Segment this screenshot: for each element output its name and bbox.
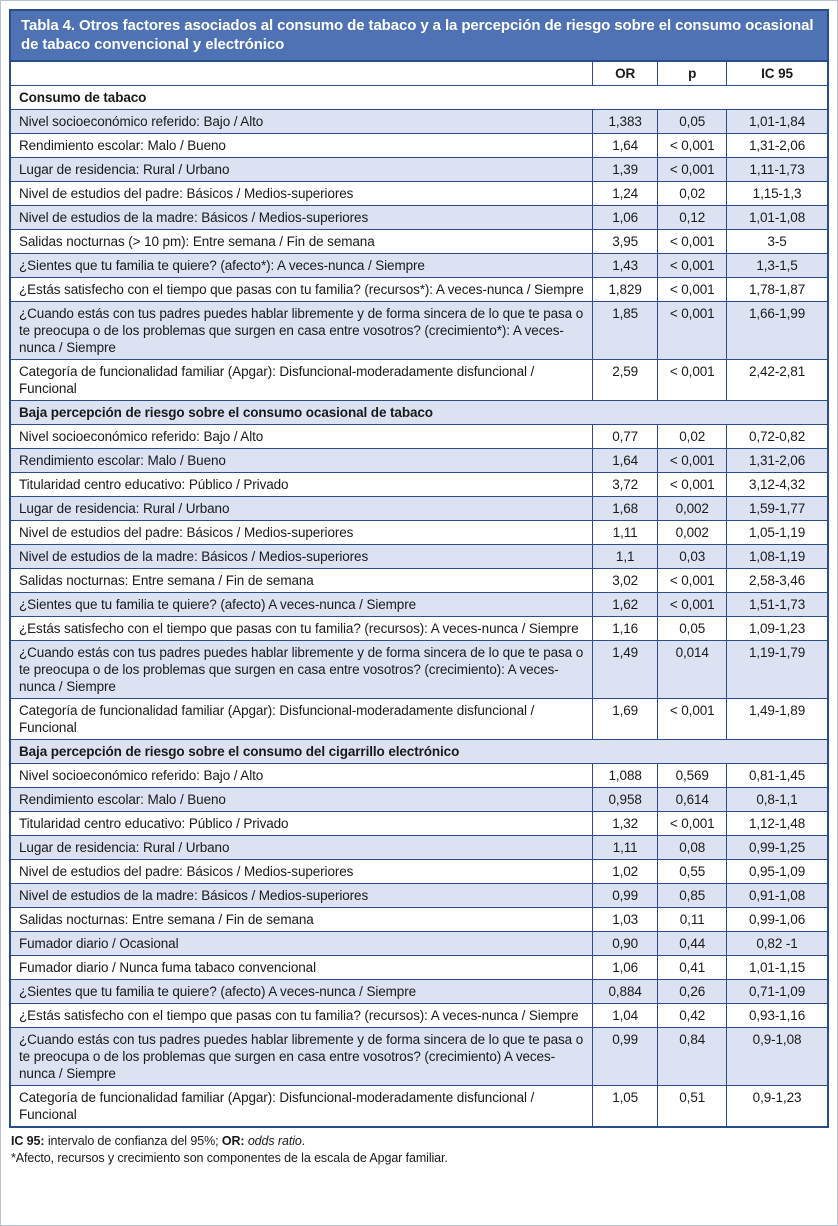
row-label: Categoría de funcionalidad familiar (Apgar): Disfuncional-moderadamente disfuncional / Funcional: [10, 1086, 592, 1128]
or-value: 1,16: [592, 617, 657, 641]
ic95-value: 1,59-1,77: [727, 497, 828, 521]
p-value: 0,05: [658, 110, 727, 134]
or-value: 1,02: [592, 860, 657, 884]
ic95-value: 0,72-0,82: [727, 425, 828, 449]
p-value: 0,02: [658, 425, 727, 449]
row-label: ¿Cuando estás con tus padres puedes hablar libremente y de forma sincera de lo que te pasa o te preocupa o de los problemas que surgen en casa entre vosotros? (crecimiento) A veces-nunca / Siempre: [10, 1028, 592, 1086]
p-value: < 0,001: [658, 569, 727, 593]
p-value: < 0,001: [658, 473, 727, 497]
row-label: Fumador diario / Nunca fuma tabaco convencional: [10, 956, 592, 980]
table-row: [10, 812, 828, 836]
ic95-value: 0,8-1,1: [727, 788, 828, 812]
or-value: 1,43: [592, 254, 657, 278]
or-value: 1,64: [592, 134, 657, 158]
p-value: < 0,001: [658, 278, 727, 302]
row-label: ¿Cuando estás con tus padres puedes hablar libremente y de forma sincera de lo que te pasa o te preocupa o de los problemas que surgen en casa entre vosotros? (crecimiento*): A veces-nunca / Siempre: [10, 302, 592, 360]
table-row: [10, 980, 828, 1004]
or-value: 1,11: [592, 836, 657, 860]
row-label: Titularidad centro educativo: Público / Privado: [10, 812, 592, 836]
p-value: 0,26: [658, 980, 727, 1004]
p-value: < 0,001: [658, 699, 727, 740]
p-value: < 0,001: [658, 812, 727, 836]
or-value: 1,11: [592, 521, 657, 545]
column-header-ic95: IC 95: [727, 61, 828, 86]
or-value: 1,32: [592, 812, 657, 836]
section-header: Baja percepción de riesgo sobre el consumo del cigarrillo electrónico: [10, 740, 828, 764]
ic95-value: 0,91-1,08: [727, 884, 828, 908]
or-value: 1,383: [592, 110, 657, 134]
p-value: 0,11: [658, 908, 727, 932]
ic95-value: 0,9-1,08: [727, 1028, 828, 1086]
or-value: 3,95: [592, 230, 657, 254]
or-value: 1,62: [592, 593, 657, 617]
ic95-value: 2,42-2,81: [727, 360, 828, 401]
section-header-row: [10, 740, 828, 764]
footnotes: [9, 1133, 829, 1166]
or-value: 1,088: [592, 764, 657, 788]
column-header-p: p: [658, 61, 727, 86]
p-value: < 0,001: [658, 254, 727, 278]
row-label: ¿Estás satisfecho con el tiempo que pasas con tu familia? (recursos*): A veces-nunca / Siempre: [10, 278, 592, 302]
row-label: Titularidad centro educativo: Público / Privado: [10, 473, 592, 497]
table-row: [10, 836, 828, 860]
ic95-value: 0,71-1,09: [727, 980, 828, 1004]
table-row: [10, 764, 828, 788]
footnote-ic95-label: IC 95:: [11, 1134, 45, 1148]
p-value: 0,002: [658, 521, 727, 545]
p-value: < 0,001: [658, 302, 727, 360]
row-label: Nivel de estudios del padre: Básicos / Medios-superiores: [10, 860, 592, 884]
table-row: [10, 425, 828, 449]
table-row: [10, 932, 828, 956]
ic95-value: 0,81-1,45: [727, 764, 828, 788]
ic95-value: 1,49-1,89: [727, 699, 828, 740]
table-row: [10, 860, 828, 884]
ic95-value: 1,51-1,73: [727, 593, 828, 617]
row-label: Nivel de estudios del padre: Básicos / Medios-superiores: [10, 182, 592, 206]
column-header-or: OR: [592, 61, 657, 86]
row-label: ¿Cuando estás con tus padres puedes hablar libremente y de forma sincera de lo que te pasa o te preocupa o de los problemas que surgen en casa entre vosotros? (crecimiento): A veces-nunca / Siempre: [10, 641, 592, 699]
p-value: 0,614: [658, 788, 727, 812]
row-label: Salidas nocturnas: Entre semana / Fin de semana: [10, 908, 592, 932]
p-value: 0,55: [658, 860, 727, 884]
or-value: 1,68: [592, 497, 657, 521]
row-label: Lugar de residencia: Rural / Urbano: [10, 497, 592, 521]
or-value: 1,04: [592, 1004, 657, 1028]
row-label: Lugar de residencia: Rural / Urbano: [10, 836, 592, 860]
row-label: Rendimiento escolar: Malo / Bueno: [10, 134, 592, 158]
ic95-value: 1,01-1,15: [727, 956, 828, 980]
ic95-value: 1,09-1,23: [727, 617, 828, 641]
table-row: [10, 1004, 828, 1028]
ic95-value: 3,12-4,32: [727, 473, 828, 497]
p-value: 0,03: [658, 545, 727, 569]
ic95-value: 1,08-1,19: [727, 545, 828, 569]
p-value: 0,014: [658, 641, 727, 699]
table-row: [10, 908, 828, 932]
row-label: Nivel de estudios de la madre: Básicos / Medios-superiores: [10, 545, 592, 569]
or-value: 1,49: [592, 641, 657, 699]
row-label: ¿Sientes que tu familia te quiere? (afecto) A veces-nunca / Siempre: [10, 980, 592, 1004]
ic95-value: 1,01-1,84: [727, 110, 828, 134]
row-label: Fumador diario / Ocasional: [10, 932, 592, 956]
table-row: [10, 134, 828, 158]
table-row: [10, 1086, 828, 1128]
row-label: Nivel socioeconómico referido: Bajo / Alto: [10, 110, 592, 134]
p-value: 0,002: [658, 497, 727, 521]
row-label: Nivel de estudios de la madre: Básicos / Medios-superiores: [10, 884, 592, 908]
p-value: < 0,001: [658, 449, 727, 473]
or-value: 1,69: [592, 699, 657, 740]
ic95-value: 1,19-1,79: [727, 641, 828, 699]
p-value: 0,12: [658, 206, 727, 230]
row-label: ¿Estás satisfecho con el tiempo que pasas con tu familia? (recursos): A veces-nunca / Siempre: [10, 1004, 592, 1028]
footnote-odds-ratio: odds ratio: [247, 1134, 302, 1148]
row-label: Salidas nocturnas: Entre semana / Fin de semana: [10, 569, 592, 593]
table-row: [10, 956, 828, 980]
table-row: [10, 254, 828, 278]
or-value: 1,24: [592, 182, 657, 206]
ic95-value: 1,31-2,06: [727, 134, 828, 158]
table-row: [10, 788, 828, 812]
table-row: [10, 641, 828, 699]
row-label: Nivel de estudios de la madre: Básicos / Medios-superiores: [10, 206, 592, 230]
or-value: 1,06: [592, 206, 657, 230]
section-header-row: [10, 86, 828, 110]
table-row: [10, 617, 828, 641]
ic95-value: 3-5: [727, 230, 828, 254]
row-label: Lugar de residencia: Rural / Urbano: [10, 158, 592, 182]
ic95-value: 1,78-1,87: [727, 278, 828, 302]
table-row: [10, 182, 828, 206]
p-value: 0,51: [658, 1086, 727, 1128]
section-header: Consumo de tabaco: [10, 86, 828, 110]
table-row: [10, 302, 828, 360]
table-row: [10, 110, 828, 134]
p-value: 0,08: [658, 836, 727, 860]
or-value: 1,64: [592, 449, 657, 473]
table-row: [10, 593, 828, 617]
or-value: 1,06: [592, 956, 657, 980]
p-value: 0,02: [658, 182, 727, 206]
ic95-value: 1,12-1,48: [727, 812, 828, 836]
or-value: 0,884: [592, 980, 657, 1004]
table-title: [9, 9, 829, 60]
ic95-value: 0,9-1,23: [727, 1086, 828, 1128]
row-label: ¿Sientes que tu familia te quiere? (afecto) A veces-nunca / Siempre: [10, 593, 592, 617]
or-value: 3,72: [592, 473, 657, 497]
ic95-value: 1,3-1,5: [727, 254, 828, 278]
or-value: 0,90: [592, 932, 657, 956]
table-row: [10, 449, 828, 473]
p-value: 0,569: [658, 764, 727, 788]
footnote-abbreviations: IC 95: intervalo de confianza del 95%; OR: odds ratio.: [11, 1134, 306, 1148]
table-title-text: Otros factores asociados al consumo de tabaco y a la percepción de riesgo sobre el consumo ocasional de tabaco convencional y electrónico: [21, 17, 814, 53]
footnote-or-label: OR:: [221, 1134, 245, 1148]
row-label: Nivel de estudios del padre: Básicos / Medios-superiores: [10, 521, 592, 545]
or-value: 1,85: [592, 302, 657, 360]
p-value: 0,84: [658, 1028, 727, 1086]
section-header: Baja percepción de riesgo sobre el consumo ocasional de tabaco: [10, 401, 828, 425]
or-value: 1,39: [592, 158, 657, 182]
ic95-value: 2,58-3,46: [727, 569, 828, 593]
table-row: [10, 278, 828, 302]
row-label: Nivel socioeconómico referido: Bajo / Alto: [10, 764, 592, 788]
table-row: [10, 884, 828, 908]
or-value: 1,1: [592, 545, 657, 569]
table-row: [10, 158, 828, 182]
or-value: 0,99: [592, 1028, 657, 1086]
p-value: < 0,001: [658, 158, 727, 182]
p-value: 0,44: [658, 932, 727, 956]
table-row: [10, 230, 828, 254]
ic95-value: 1,05-1,19: [727, 521, 828, 545]
p-value: 0,41: [658, 956, 727, 980]
table-row: [10, 699, 828, 740]
p-value: < 0,001: [658, 360, 727, 401]
row-label: Salidas nocturnas (> 10 pm): Entre semana / Fin de semana: [10, 230, 592, 254]
footnote-apgar: *Afecto, recursos y crecimiento son componentes de la escala de Apgar familiar.: [11, 1150, 448, 1165]
p-value: < 0,001: [658, 134, 727, 158]
row-label: Categoría de funcionalidad familiar (Apgar): Disfuncional-moderadamente disfuncional / Funcional: [10, 360, 592, 401]
ic95-value: 1,66-1,99: [727, 302, 828, 360]
row-label: Rendimiento escolar: Malo / Bueno: [10, 788, 592, 812]
table-row: [10, 521, 828, 545]
ic95-value: 1,11-1,73: [727, 158, 828, 182]
p-value: 0,85: [658, 884, 727, 908]
ic95-value: 1,15-1,3: [727, 182, 828, 206]
or-value: 0,77: [592, 425, 657, 449]
p-value: 0,05: [658, 617, 727, 641]
or-value: 1,03: [592, 908, 657, 932]
row-label: Categoría de funcionalidad familiar (Apgar): Disfuncional-moderadamente disfuncional / Funcional: [10, 699, 592, 740]
table-row: [10, 360, 828, 401]
or-value: 0,958: [592, 788, 657, 812]
or-value: 1,05: [592, 1086, 657, 1128]
table-row: [10, 206, 828, 230]
p-value: < 0,001: [658, 230, 727, 254]
table-row: [10, 569, 828, 593]
row-label: Rendimiento escolar: Malo / Bueno: [10, 449, 592, 473]
table-body: [10, 86, 828, 1128]
ic95-value: 1,01-1,08: [727, 206, 828, 230]
table-row: [10, 473, 828, 497]
column-header-empty: [10, 61, 592, 86]
table-row: [10, 1028, 828, 1086]
ic95-value: 0,93-1,16: [727, 1004, 828, 1028]
section-header-row: [10, 401, 828, 425]
table-row: [10, 497, 828, 521]
or-value: 0,99: [592, 884, 657, 908]
table-row: [10, 545, 828, 569]
p-value: < 0,001: [658, 593, 727, 617]
table-header: [10, 61, 828, 86]
or-value: 1,829: [592, 278, 657, 302]
ic95-value: 0,95-1,09: [727, 860, 828, 884]
p-value: 0,42: [658, 1004, 727, 1028]
ic95-value: 1,31-2,06: [727, 449, 828, 473]
row-label: ¿Estás satisfecho con el tiempo que pasas con tu familia? (recursos): A veces-nunca / Siempre: [10, 617, 592, 641]
column-header-row: [10, 61, 828, 86]
or-value: 3,02: [592, 569, 657, 593]
row-label: Nivel socioeconómico referido: Bajo / Alto: [10, 425, 592, 449]
ic95-value: 0,99-1,06: [727, 908, 828, 932]
or-value: 2,59: [592, 360, 657, 401]
ic95-value: 0,99-1,25: [727, 836, 828, 860]
ic95-value: 0,82 -1: [727, 932, 828, 956]
row-label: ¿Sientes que tu familia te quiere? (afecto*): A veces-nunca / Siempre: [10, 254, 592, 278]
data-table: [9, 60, 829, 1128]
table-title-label: Tabla 4.: [21, 17, 75, 34]
